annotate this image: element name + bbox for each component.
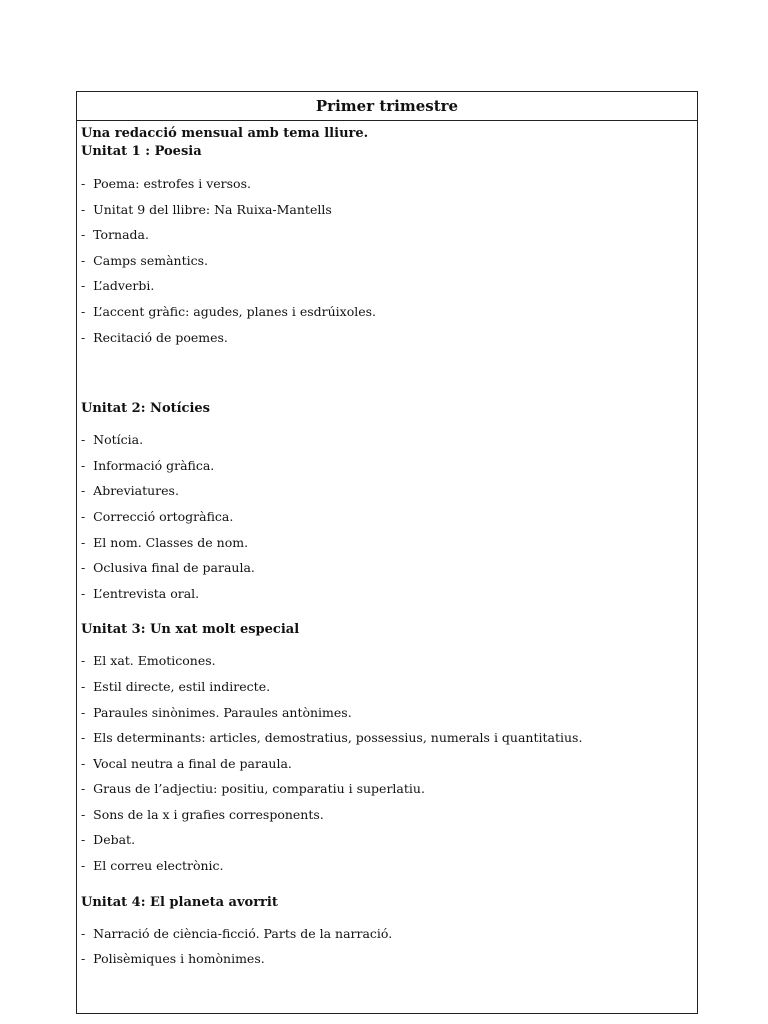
list-item: - Tornada. [81, 222, 697, 248]
list-item: - Poema: estrofes i versos. [81, 171, 697, 197]
unit-list [81, 427, 697, 606]
unit-title: Unitat 3: Un xat molt especial [81, 622, 300, 638]
table-header: Primer trimestre [77, 92, 697, 121]
table-body [77, 121, 697, 972]
list-item: - Sons de la x i grafies corresponents. [81, 802, 697, 828]
unit-title: Unitat 4: El planeta avorrit [81, 894, 278, 910]
list-item: - Narració de ciència-ficció. Parts de la narració. [81, 921, 697, 947]
list-item: - Els determinants: articles, demostratius, possessius, numerals i quantitatius. [81, 725, 697, 751]
unit-list [81, 921, 697, 972]
list-item: - Camps semàntics. [81, 248, 697, 274]
list-item: - L’entrevista oral. [81, 581, 697, 607]
syllabus-table [76, 91, 698, 1014]
list-item: - Recitació de poemes. [81, 325, 697, 351]
list-item: - El correu electrònic. [81, 853, 697, 879]
list-item: - L’accent gràfic: agudes, planes i esdrúixoles. [81, 299, 697, 325]
unit-list [81, 171, 697, 350]
list-item: - L’adverbi. [81, 273, 697, 299]
list-item: - Oclusiva final de paraula. [81, 555, 697, 581]
list-item: - Paraules sinònimes. Paraules antònimes. [81, 700, 697, 726]
list-item: - El xat. Emoticones. [81, 648, 697, 674]
list-item: - Abreviatures. [81, 478, 697, 504]
list-item: - Debat. [81, 827, 697, 853]
intro-line: Una redacció mensual amb tema lliure. [81, 126, 369, 141]
list-item: - Unitat 9 del llibre: Na Ruixa-Mantells [81, 197, 697, 223]
list-item: - Graus de l’adjectiu: positiu, comparatiu i superlatiu. [81, 776, 697, 802]
list-item: - Vocal neutra a final de paraula. [81, 751, 697, 777]
unit-title: Unitat 1 : Poesia [81, 144, 202, 159]
list-item: - El nom. Classes de nom. [81, 530, 697, 556]
list-item: - Notícia. [81, 427, 697, 453]
unit-title: Unitat 2: Notícies [81, 401, 210, 417]
list-item: - Estil directe, estil indirecte. [81, 674, 697, 700]
list-item: - Polisèmiques i homònimes. [81, 946, 697, 972]
list-item: - Informació gràfica. [81, 453, 697, 479]
list-item: - Correcció ortogràfica. [81, 504, 697, 530]
unit-list [81, 648, 697, 878]
